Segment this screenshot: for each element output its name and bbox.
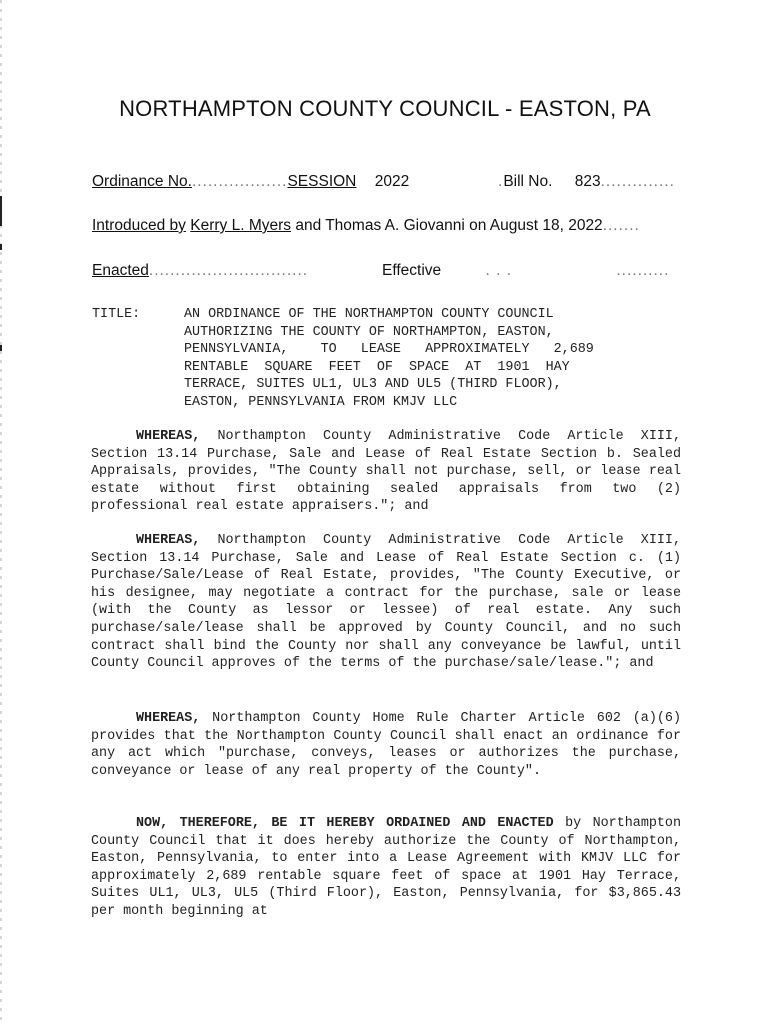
- paragraph-text: Northampton County Home Rule Charter Article 602 (a)(6) provides that the Northampton County Council shall enact an ordinance for any act which "purchase, conveys, leases or authorizes the purchase, conveyance or lease of any real property of the County".: [91, 711, 681, 779]
- document-title: NORTHAMPTON COUNTY COUNCIL - EASTON, PA: [119, 96, 651, 121]
- scan-mark: [0, 196, 2, 226]
- whereas-paragraph-1: [91, 428, 681, 516]
- enacted-label: Enacted: [92, 262, 149, 279]
- effective-label: Effective: [382, 262, 442, 279]
- whereas-paragraph-3: [91, 710, 681, 780]
- scan-mark: [0, 244, 2, 250]
- paragraph-lead: WHEREAS,: [136, 533, 201, 548]
- enacted-line: Enacted..............................: [92, 262, 309, 279]
- title-text: AN ORDINANCE OF THE NORTHAMPTON COUNTY COUNCIL AUTHORIZING THE COUNTY OF NORTHAMPTON, EASTON, PENNSYLVANIA, TO LEASE APPROXIMATELY 2,689 RENTABLE SQUARE FEET OF SPACE AT 1901 HAY TERRACE, SUITES UL1, UL3 AND UL5 (THIRD FLOOR), EASTON, PENNSYLVANIA FROM KMJV LLC: [184, 307, 594, 410]
- paragraph-lead: WHEREAS,: [136, 429, 201, 444]
- ordinance-line: Ordinance No...................SESSION 2022: [92, 173, 410, 190]
- title-label: TITLE:: [92, 307, 141, 322]
- bill-label: Bill No.: [503, 173, 553, 190]
- introduced-by: Kerry L. Myers: [190, 217, 292, 234]
- bill-line: .Bill No. 823..............: [498, 173, 675, 190]
- session-label: SESSION: [287, 173, 357, 190]
- introduced-rest: and Thomas A. Giovanni on August 18, 2022: [295, 217, 603, 234]
- introduced-line: Introduced by Kerry L. Myers and Thomas A. Giovanni on August 18, 2022.......: [92, 217, 640, 234]
- paragraph-text: Northampton County Administrative Code Article XIII, Section 13.14 Purchase, Sale and Lease of Real Estate Section b. Sealed Appraisals, provides, "The County shall not purchase, sell, or lease real estate without first obtaining sealed appraisals from two (2) professional real estate appraisers."; and: [91, 429, 681, 515]
- paragraph-lead: WHEREAS,: [136, 711, 201, 726]
- session-year: 2022: [374, 173, 410, 190]
- paragraph-text: Northampton County Administrative Code Article XIII, Section 13.14 Purchase, Sale and Lease of Real Estate Section c. (1) Purchase/Sale/Lease of Real Estate, provides, "The County Executive, or his designee, may negotiate a contract for the purchase, sale or lease (with the County as lessor or lessee) of real estate. Any such purchase/sale/lease shall be approved by County Council, and no such contract shall bind the County nor shall any conveyance be lawful, until County Council approves of the terms of the purchase/sale/lease."; and: [91, 533, 681, 672]
- scan-mark: [0, 345, 2, 351]
- whereas-paragraph-2: [91, 532, 681, 673]
- scan-edge-artifact: [0, 0, 2, 1024]
- paragraph-text: by Northampton County Council that it does hereby authorize the County of Northampton, Easton, Pennsylvania, to enter into a Lease Agreement with KMJV LLC for approximately 2,689 rentable square feet of space at 1901 Hay Terrace, Suites UL1, UL3, UL5 (Third Floor), Easton, Pennsylvania, for $3,865.43 per month beginning at: [91, 816, 682, 919]
- paragraph-lead: NOW, THEREFORE, BE IT HEREBY ORDAINED AND ENACTED: [136, 816, 554, 831]
- enactment-paragraph: [91, 815, 681, 921]
- introduced-label: Introduced by: [92, 217, 186, 234]
- ordinance-label: Ordinance No.: [92, 173, 192, 190]
- bill-number: 823: [574, 173, 601, 190]
- effective-line: Effective . . . ..........: [382, 262, 670, 279]
